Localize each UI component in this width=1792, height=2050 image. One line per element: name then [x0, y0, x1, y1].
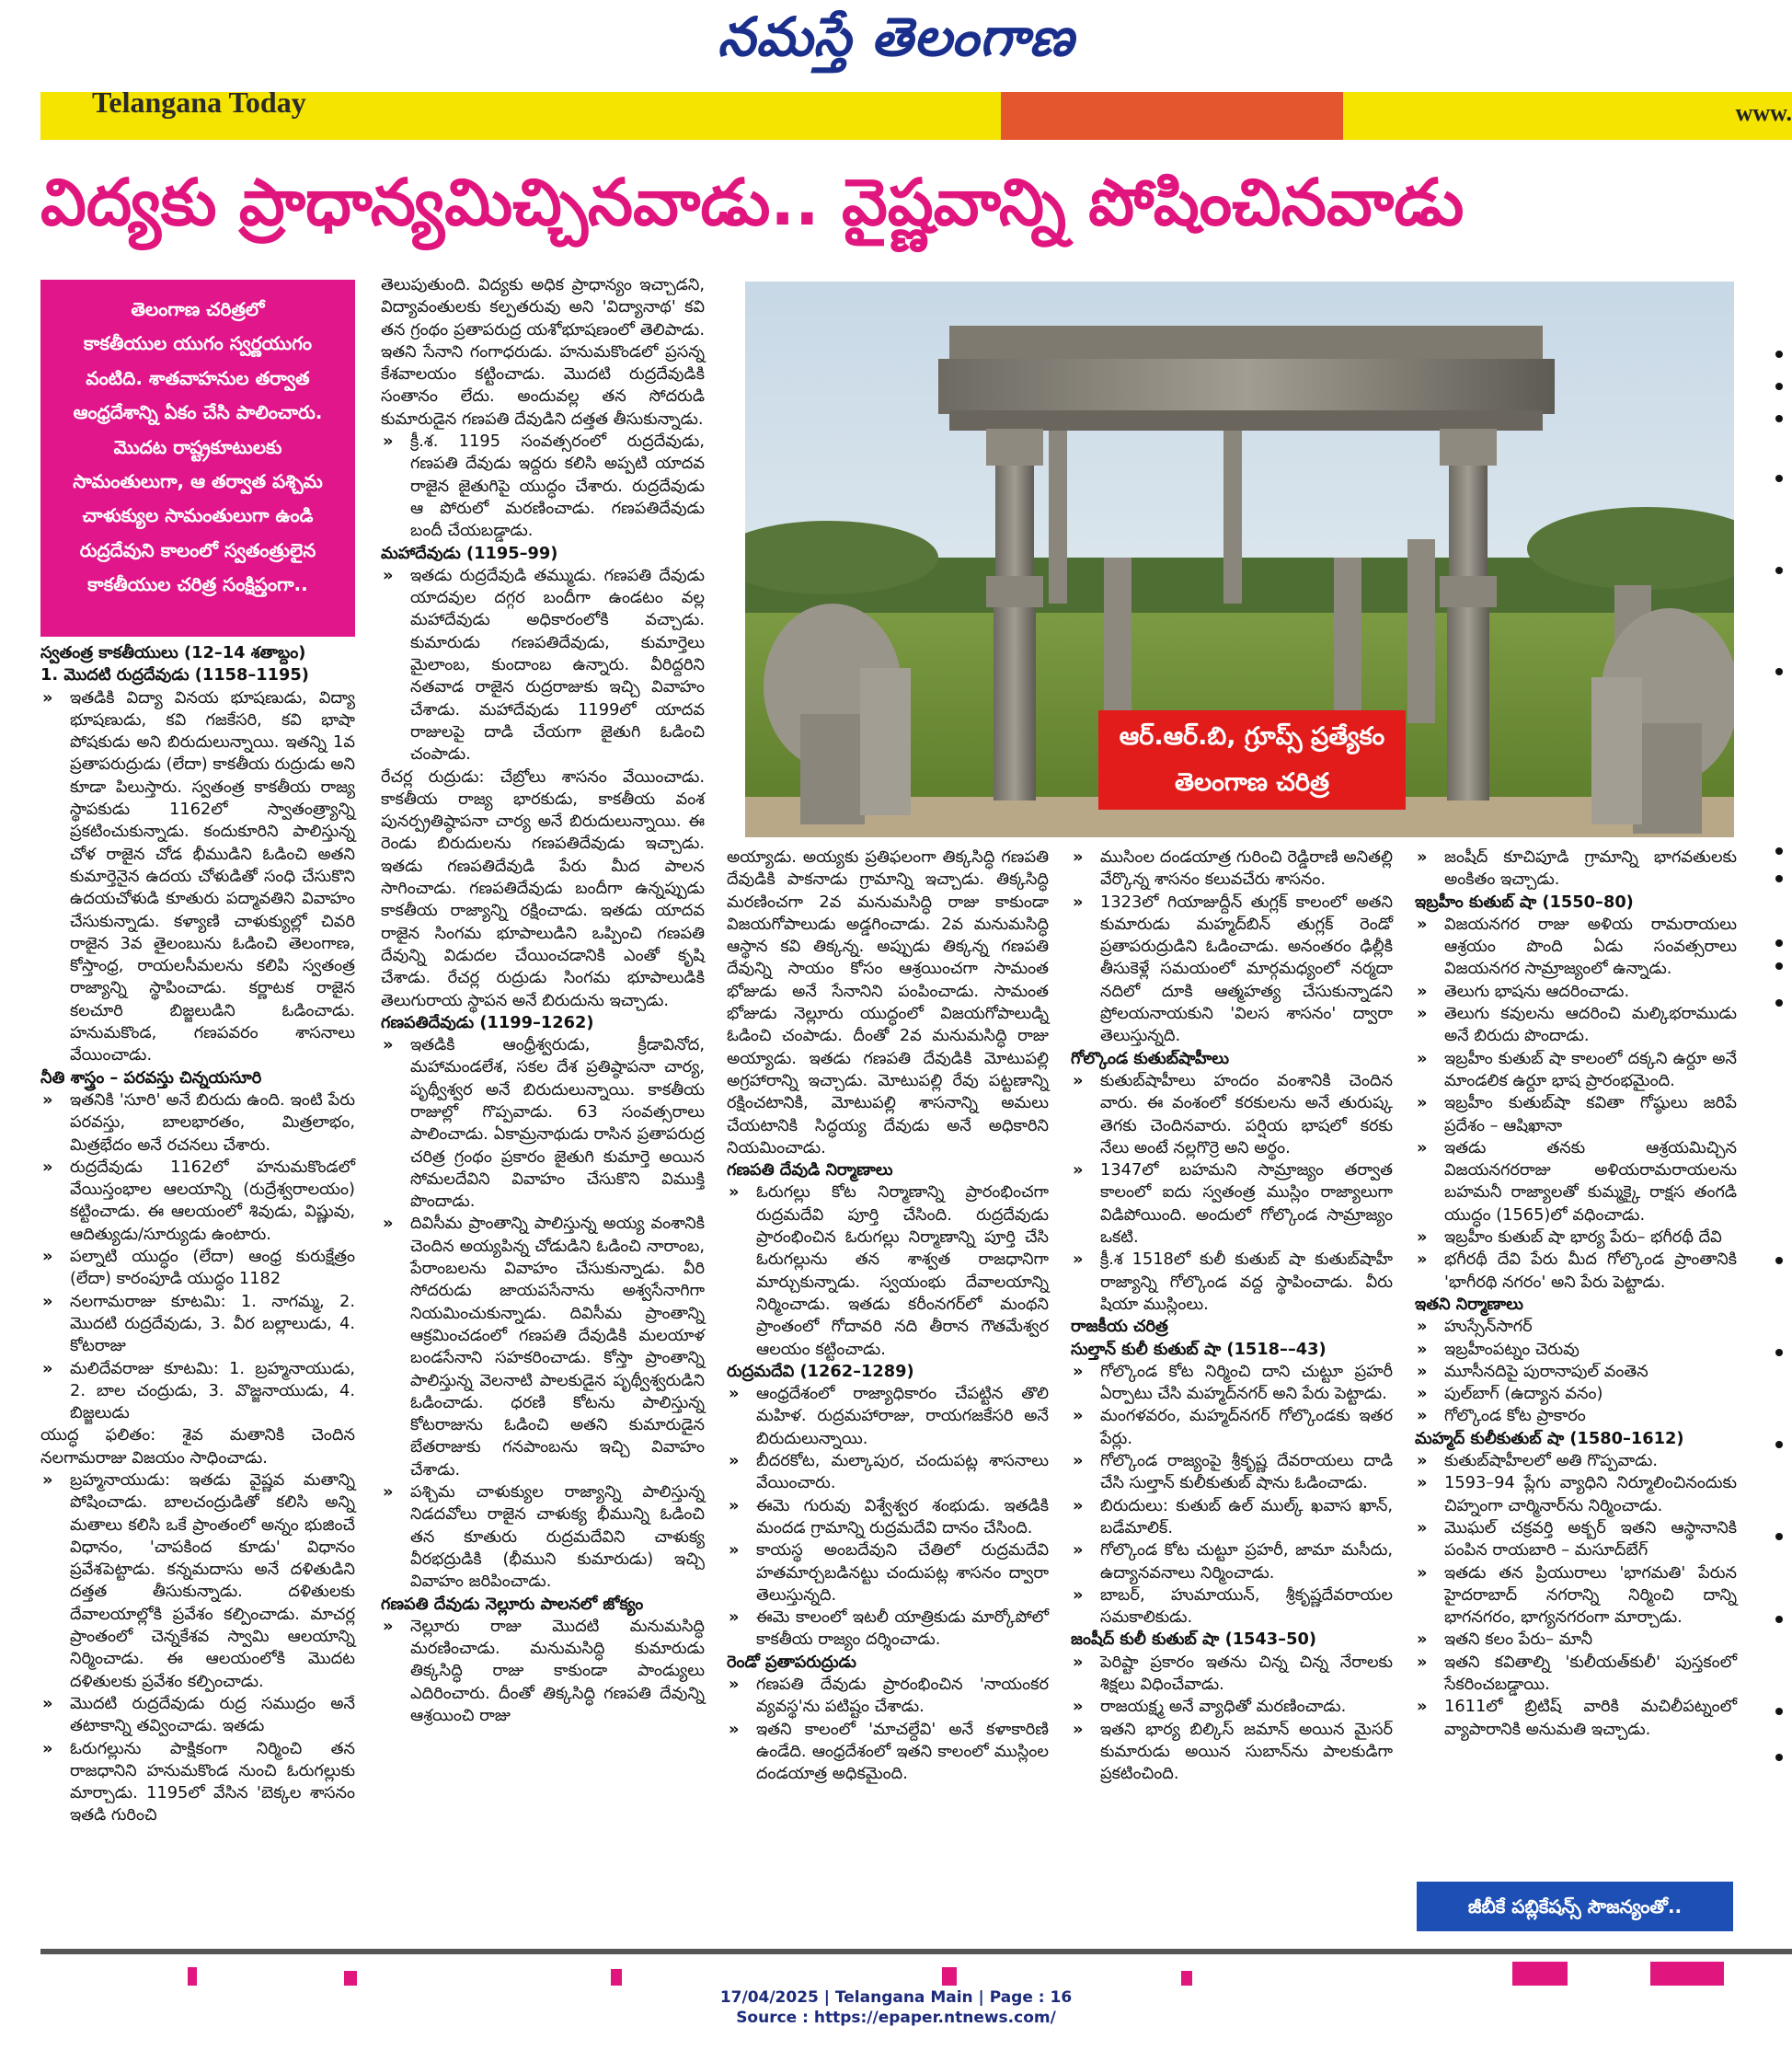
top-banner [40, 86, 1792, 140]
bullet-paragraph: » ఇతడు తన ప్రియురాలు 'భాగమతి' పేరున హైదరాబాద్ నగరాన్ని నిర్మించి దాన్ని భాగనగరం, భాగ్యనగరంగా మార్చాడు. [1415, 1562, 1737, 1630]
masthead [0, 0, 1792, 92]
bullet-paragraph: » దివిసీమ ప్రాంతాన్ని పాలిస్తున్న అయ్య వంశానికి చెందిన అయ్యపిన్న చోడుడిని ఓడించి నారాంబ, పేరాంబలను వివాహం చేసుకున్నాడు. వీరి సోదరుడు జాయపసేనాను అశ్వసేనాగిగా నియమించుకున్నాడు. దివిసీమ ప్రాంతాన్ని ఆక్రమించడంలో గణపతి దేవుడికి మలయాళ బండసేనాని సహకరించాడు. కోస్తా ప్రాంతాన్ని పాలిస్తున్న వెలనాటి పాలకుడైన పృథ్వీశ్వరుడిని ఓడించాడు. ధరణి కోటను పాలిస్తున్న కోటరాజును ఓడించి అతని కుమారుడైన బేతరాజుకు గనపాంబను ఇచ్చి వివాహం చేశాడు. [381, 1213, 705, 1481]
bullet-paragraph: » ఇతని భార్య బిల్కిస్ జమాన్ అయిన మైసర్ కుమారుడు అయిన సుబాన్‌ను పాలకుడిగా ప్రకటించింది. [1071, 1719, 1393, 1786]
bullet-paragraph: » జంషీద్ కూచిపూడి గ్రామాన్ని భాగవతులకు అంకితం ఇచ్చాడు. [1415, 846, 1737, 892]
bullet-paragraph: » మలిదేవరాజు కూటమి: 1. బ్రహ్మనాయుడు, 2. బాల చంద్రుడు, 3. వొజ్జనాయుడు, 4. బిజ్జలుడు [40, 1358, 355, 1425]
bullet-paragraph: » పల్నాటి యుద్ధం (లేదా) ఆంధ్ర కురుక్షేత్రం (లేదా) కారంపూడి యుద్ధం 1182 [40, 1246, 355, 1291]
bullet-paragraph: » 1593–94 ప్లేగు వ్యాధిని నిర్మూలించినందుకు చిహ్నంగా చార్మినార్‌ను నిర్మించాడు. [1415, 1472, 1737, 1517]
bullet-paragraph: » ఆంధ్రదేశంలో రాజ్యాధికారం చేపట్టిన తొలి మహిళ. రుద్రమహారాజు, రాయగజకేసరి అనే బిరుదులున్నాయి. [727, 1383, 1049, 1450]
article-column-4 [1071, 846, 1393, 1785]
section-heading: రాజకీయ చరిత్ర [1071, 1317, 1168, 1337]
footer-source: Source : https://epaper.ntnews.com/ [736, 2009, 1056, 2027]
bullet-paragraph: » క్రీ.శ. 1195 సంవత్సరంలో రుద్రదేవుడు, గణపతి దేవుడు ఇద్దరు కలిసి అప్పటి యాదవ రాజైన జైతుగిపై యుద్ధం చేశారు. రుద్రదేవుడు ఆ పోరులో మరణించాడు. గణపతిదేవుడు బందీ చేయబడ్డాడు. [381, 431, 705, 542]
bullet-paragraph: » గణపతి దేవుడు ప్రారంభించిన 'నాయంకర వ్యవస్థ'ను పటిష్టం చేశాడు. [727, 1674, 1049, 1719]
bullet-paragraph: » కుతుబ్‌షాహీలు హందం వంశానికి చెందిన వారు. ఈ వంశంలో కరకులను అనే తురుష్క తెగకు చెందినవారు. పర్షియ భాషలో కరకు నేలు అంటే నల్లగొర్రె అని అర్థం. [1071, 1070, 1393, 1159]
intro-line: సామంతులుగా, ఆ తర్వాత పశ్చిమ [73, 470, 323, 493]
bullet-paragraph: » పశ్చిమ చాళుక్యుల రాజ్యాన్ని పాలిస్తున్న నిడదవోలు రాజైన చాళుక్య భీమున్ని ఓడించి తన కూతురు రుద్రమదేవిని చాళుక్య వీరభద్రుడికి (భీముని కుమారుడు) ఇచ్చి వివాహం జరిపించాడు. [381, 1481, 705, 1593]
caption-line-2: తెలంగాణ చరిత్ర [1175, 768, 1329, 797]
section-heading: నీతి శాస్త్రం – పరవస్తు చిన్నయసూరి [40, 1067, 262, 1088]
photo-caption-box [1098, 710, 1406, 810]
section-heading: గోల్కొండ కుతుబ్‌షాహీలు [1071, 1048, 1230, 1068]
intro-line: తెలంగాణ చరిత్రలో [131, 298, 265, 320]
bullet-paragraph: » ఇబ్రహీం కుతుబ్ షా కాలంలో దక్కని ఉర్దూ అనే మాండలిక ఉర్దూ భాష ప్రారంభమైంది. [1415, 1048, 1737, 1093]
bullet-paragraph: » నెల్లూరు రాజు మొదటి మనుమసిద్ధి మరణించాడు. మనుమసిద్ధి కుమారుడు తిక్కసిద్ధి రాజు కాకుండా పాండ్యులు ఎదిరించారు. దీంతో తిక్కసిద్ధి గణపతి దేవున్ని ఆశ్రయించి రాజు [381, 1616, 705, 1727]
bullet-paragraph: » ఓరుగల్లు కోట నిర్మాణాన్ని ప్రారంభించగా రుద్రమదేవి పూర్తి చేసింది. రుద్రదేవుడు ప్రారంభించిన ఓరుగల్లు నిర్మాణాన్ని పూర్తి చేసి ఓరుగల్లును తన శాశ్వత రాజధానిగా మార్చుకున్నాడు. స్వయంభు దేవాలయాన్ని నిర్మించాడు. ఇతడు కరీంనగర్‌లో మంథని ప్రాంతంలో గోదావరి నది తీరాన గౌతమేశ్వర ఆలయం కట్టించాడు. [727, 1181, 1049, 1360]
bullet-paragraph: » గోల్కొండ కోట నిర్మించి దాని చుట్టూ ప్రహరీ ఏర్పాటు చేసి మహ్మద్‌నగర్ అని పేరు పెట్టాడు. [1071, 1361, 1393, 1406]
bullet-paragraph: » 1611లో బ్రిటిష్ వారికి మచిలీపట్నంలో వ్యాపారానికి అనుమతి ఇచ్చాడు. [1415, 1696, 1737, 1741]
bullet-paragraph: » ఇతడు తనకు ఆశ్రయమిచ్చిన విజయనగరరాజు అళియరామరాయలను బహమనీ రాజ్యాలతో కుమ్మక్కై రాక్షస తంగడి యుద్ధం (1565)లో వధించాడు. [1415, 1137, 1737, 1227]
bullet-paragraph: » 1323లో గియాజుద్దీన్ తుగ్లక్ కాలంలో అతని కుమారుడు మహ్మద్‌బిన్ తుగ్లక్ రెండో ప్రతాపరుద్రుడిని ఓడించాడు. అనంతరం ఢిల్లీకి తీసుకెళ్లే సమయంలో మార్గమధ్యంలో నర్మదా నదిలో దూకి ఆత్మహత్య చేసుకున్నాడని ప్రోలయనాయకుని 'విలస శాసనం' ద్వారా తెలుస్తున్నది. [1071, 892, 1393, 1048]
bullet-paragraph: » తెలుగు కవులను ఆదరించి మల్కిభరాముడు అనే బిరుదు పొందాడు. [1415, 1003, 1737, 1048]
section-heading: మహాదేవుడు (1195–99) [381, 543, 558, 563]
intro-line: రుద్రదేవుని కాలంలో స్వతంత్రులైన [79, 538, 316, 561]
intro-line: చాళుక్యుల సామంతులుగా ఉండి [82, 504, 314, 527]
banner-block [1001, 92, 1343, 140]
bullet-paragraph: » ఈమె గురువు విశ్వేశ్వర శంభుడు. ఇతడికి మందడ గ్రామాన్ని రుద్రమదేవి దానం చేసింది. [727, 1495, 1049, 1540]
bullet-paragraph: » మొదటి రుద్రదేవుడు రుద్ర సముద్రం అనే తటాకాన్ని తవ్వించాడు. ఇతడు [40, 1693, 355, 1738]
section-heading: ఇతని నిర్మాణాలు [1415, 1294, 1523, 1314]
bullet-paragraph: » బాబర్, హుమాయున్, శ్రీకృష్ణదేవరాయల సమకాలికుడు. [1071, 1584, 1393, 1630]
bullet-paragraph: » ఇతని కాలంలో 'మాచల్దేవి' అనే కళాకారిణి ఉండేది. ఆంధ్రదేశంలో ఇతని కాలంలో ముస్లింల దండయాత్ర అధికమైంది. [727, 1719, 1049, 1786]
bullet-paragraph: » 1347లో బహమని సామ్రాజ్యం తర్వాత కాలంలో ఐదు స్వతంత్ర ముస్లిం రాజ్యాలుగా విడిపోయింది. అందులో గోల్కొండ సామ్రాజ్యం ఒకటి. [1071, 1159, 1393, 1249]
intro-box [40, 280, 355, 637]
credit-box: జీబీకే పబ్లికేషన్స్ సౌజన్యంతో.. [1417, 1882, 1733, 1931]
bullet-paragraph: » గోల్కొండ రాజ్యంపై శ్రీకృష్ణ దేవరాయలు దాడి చేసి సుల్తాన్ కులీకుతుబ్ షాను ఓడించాడు. [1071, 1450, 1393, 1495]
bullet-paragraph: » ఇతడికి విద్యా వినయ భూషణుడు, విద్యా భూషణుడు, కవి గజకేసరి, కవి భాషా పోషకుడు అని బిరుదులున్నాయి. ఇతన్ని 1వ ప్రతాపరుద్రుడు (లేదా) కాకతీయ రుద్రుడు అని కూడా పిలుస్తారు. స్వతంత్ర కాకతీయ రాజ్య స్థాపకుడు 1162లో స్వాతంత్ర్యాన్ని ప్రకటించుకున్నాడు. కందుకూరిని పాలిస్తున్న చోళ రాజైన చోడ భీముడిని ఓడించి అతని కుమార్తెనైన ఉదయ చోళుడితో సంధి చేసుకొని ఉదయచోళుడి కూతురు పద్మావతిని వివాహం చేసుకున్నాడు. కళ్యాణి చాళుక్యుల్లో చివరి రాజైన 3వ తైలంబును ఓడించి తెలంగాణ, కోస్తాంధ్ర, రాయలసీమలను కలిపి స్వతంత్ర రాజ్యాన్ని స్థాపించాడు. కర్ణాటక రాజైన కలచూరి బిజ్జలుడిని ఓడించాడు. హనుమకొండ, గణపవరం శాసనాలు వేయించాడు. [40, 687, 355, 1067]
bullet-paragraph: » మంగళవరం, మహ్మద్‌నగర్ గోల్కొండకు ఇతర పేర్లు. [1071, 1405, 1393, 1450]
footer-date-page: 17/04/2025 | Telangana Main | Page : 16 [719, 1988, 1073, 2007]
section-heading: గణపతి దేవుడు నెల్లూరు పాలనలో జోక్యం [381, 1594, 644, 1614]
body-paragraph: తెలుపుతుంది. విద్యకు అధిక ప్రాధాన్యం ఇచ్చాడని, విద్యావంతులకు కల్పతరువు అని 'విద్యానాథ' కవి తన గ్రంథం ప్రతాపరుద్ర యశోభూషణంలో తెలిపాడు. ఇతని సేనాని గంగాధరుడు. హనుమకొండలో ప్రసన్న కేశవాలయం కట్టించాడు. మొదటి రుద్రదేవుడికి సంతానం లేదు. అందువల్ల తన సోదరుడి కుమారుడైన గణపతి దేవుడిని దత్తత తీసుకున్నాడు. [381, 275, 705, 429]
article-column-3 [727, 846, 1049, 1785]
headline: విద్యకు ప్రాధాన్యమిచ్చినవాడు.. వైష్ణవాన్ని పోషించినవాడు [40, 165, 1465, 240]
bullet-paragraph: » తెలుగు భాషను ఆదరించాడు. [1415, 981, 1737, 1003]
section-heading: రెండో ప్రతాపరుద్రుడు [727, 1652, 856, 1672]
section-heading: సుల్తాన్ కులీ కుతుబ్ షా (1518––43) [1071, 1339, 1327, 1359]
bullet-paragraph: » రాజయక్ష్మ అనే వ్యాధితో మరణించాడు. [1071, 1696, 1393, 1718]
body-paragraph: రేచర్ల రుద్రుడు: చేబ్రోలు శాసనం వేయించాడు. కాకతీయ రాజ్య భారకుడు, కాకతీయ వంశ పునర్ప్రతిష్ఠాపనా చార్య అనే బిరుదులున్నాయి. ఈ రెండు బిరుదులను గణపతిదేవుడు ఇచ్చాడు. ఇతడు గణపతిదేవుడి పేరు మీద పాలన సాగించాడు. గణపతిదేవుడు బందీగా ఉన్నప్పుడు కాకతీయ రాజ్యాన్ని రక్షించాడు. ఇతడు యాదవ రాజైన సింగమ భూపాలుడిని ఒప్పించి గణపతి దేవున్ని విడుదల చేయించడానికి ఎంతో కృషి చేశాడు. రేచర్ల రుద్రుడు సింగమ భూపాలుడికి తెలుగురాయ స్థాపన అనే బిరుదును ఇచ్చాడు. [381, 766, 705, 1010]
bullet-paragraph: » ముసింల దండయాత్ర గురించి రెడ్డిరాణి అనితల్లి వేర్కొన్న శాసనం కలువచేరు శాసనం. [1071, 846, 1393, 892]
bullet-paragraph: » ఇబ్రహీం కుతుబ్ షా భార్య పేరు– భగీరథీ దేవి [1415, 1227, 1737, 1249]
section-heading: జంషీద్ కులీ కుతుబ్ షా (1543–50) [1071, 1630, 1316, 1650]
bullet-paragraph: » బ్రహ్మనాయుడు: ఇతడు వైష్ణవ మతాన్ని పోషించాడు. బాలచంద్రుడితో కలిసి అన్ని మతాలు కలిసి ఒకే ప్రాంతంలో అన్నం భుజించే విధానం, 'చాపకింద కూడు' విధానం ప్రవేశపెట్టాడు. కన్నమదాసు అనే దళితుడిని దత్తత తీసుకున్నాడు. దళితులకు దేవాలయాల్లోకి ప్రవేశం కల్పించాడు. మాచర్ల ప్రాంతంలో చెన్నకేశవ స్వామి ఆలయాన్ని నిర్మించాడు. ఈ ఆలయంలోకి మొదట దళితులకు ప్రవేశం కల్పించాడు. [40, 1469, 355, 1693]
page-footer [0, 1987, 1792, 2028]
section-heading: గణపతి దేవుడి నిర్మాణాలు [727, 1160, 893, 1180]
bullet-paragraph: » రుద్రదేవుడు 1162లో హనుమకొండలో వేయిస్తంభాల ఆలయాన్ని (రుద్రేశ్వరాలయం) కట్టించాడు. ఈ ఆలయంలో శివుడు, విష్ణువు, ఆదిత్యుడు/సూర్యుడు ఉంటారు. [40, 1157, 355, 1246]
bullet-paragraph: » ఇతని కలం పేరు– మానీ [1415, 1629, 1737, 1651]
bottom-strip-graphic [40, 1949, 1792, 1987]
intro-line: వంటిది. శాతవాహనుల తర్వాత [86, 366, 310, 389]
bullet-paragraph: » విజయనగర రాజు అళియ రామరాయలు ఆశ్రయం పొంది ఏడు సంవత్సరాలు విజయనగర సామ్రాజ్యంలో ఉన్నాడు. [1415, 914, 1737, 981]
section-heading: ఇబ్రహీం కుతుబ్ షా (1550–80) [1415, 892, 1634, 912]
section-heading: మహ్మద్ కులీకుతుబ్ షా (1580–1612) [1415, 1428, 1684, 1448]
intro-line: కాకతీయుల చరిత్ర సంక్షిప్తంగా.. [87, 573, 308, 596]
intro-line: మొదట రాష్ట్రకూటులకు [113, 435, 282, 458]
bullet-paragraph: » క్రీ.శ 1518లో కులీ కుతుబ్ షా కుతుబ్‌షాహీ రాజ్యాన్ని గోల్కొండ వద్ద స్థాపించాడు. వీరు షియా ముస్లింలు. [1071, 1249, 1393, 1316]
bullet-paragraph: » హుస్సేన్‌సాగర్ [1415, 1316, 1737, 1338]
article-column-2 [381, 274, 705, 1727]
bullet-paragraph: » భగీరథీ దేవి పేరు మీద గోల్కొండ ప్రాంతానికి 'భాగీరథి నగరం' అని పేరు పెట్టాడు. [1415, 1249, 1737, 1294]
bullet-paragraph: » ఈమె కాలంలో ఇటలీ యాత్రికుడు మార్కోపోలో కాకతీయ రాజ్యం దర్శించాడు. [727, 1607, 1049, 1652]
section-heading: రుద్రమదేవి (1262–1289) [727, 1361, 914, 1381]
bullet-paragraph: » ఇతనికి 'సూరి' అనే బిరుదు ఉంది. ఇంటి పేరు పరవస్తు, బాలభారతం, మిత్రలాభం, మిత్రభేదం అనే రచనలు చేశారు. [40, 1089, 355, 1157]
article-column-5 [1415, 846, 1737, 1741]
adjacent-page-edge [1746, 267, 1792, 1895]
bullet-paragraph: » పెరిష్టా ప్రకారం ఇతను చిన్న చిన్న నేరాలకు శిక్షలు విధించేవాడు. [1071, 1652, 1393, 1697]
bullet-paragraph: » నలగామరాజు కూటమి: 1. నాగమ్మ, 2. మొదటి రుద్రదేవుడు, 3. వీర బల్లాలుడు, 4. కోటరాజు [40, 1291, 355, 1358]
article-column-1 [40, 642, 355, 1827]
bullet-paragraph: » ఇతని కవితాల్ని 'కులీయత్‌కులీ' పుస్తకంలో సేకరించబడ్డాయి. [1415, 1652, 1737, 1697]
bullet-paragraph: » గోల్కొండ కోట చుట్టూ ప్రహరీ, జామా మసీదు, ఉద్యానవనాలు నిర్మించాడు. [1071, 1539, 1393, 1584]
bottom-strip [40, 1949, 1792, 1987]
bullet-paragraph: » పుల్‌బాగ్ (ఉద్యాన వనం) [1415, 1383, 1737, 1405]
bullet-paragraph: » ఇతడికి ఆంధ్రీశ్వరుడు, క్రీడావినోద, మహామండలేశ, సకల దేశ ప్రతిష్ఠాపనా చార్య, పృథ్వీశ్వర అనే బిరుదులున్నాయి. కాకతీయ రాజుల్లో గొప్పవాడు. 63 సంవత్సరాలు పాలించాడు. ఏకామ్రనాథుడు రాసిన ప్రతాపరుద్ర చరిత్ర గ్రంథం ప్రకారం జైతుగి కుమార్తె అయిన సోమలదేవిని వివాహం చేసుకొని విముక్తి పొందాడు. [381, 1034, 705, 1213]
bullet-paragraph: » కాయస్థ అంబదేవుని చేతిలో రుద్రమదేవి హతమార్చబడినట్టు చందుపట్ల శాసనం ద్వారా తెలుస్తున్నది. [727, 1539, 1049, 1607]
section-heading: గణపతిదేవుడు (1199–1262) [381, 1012, 594, 1032]
bullet-paragraph: » మొఘల్ చక్రవర్తి అక్బర్ ఇతని ఆస్థానానికి పంపిన రాయబారి – మసూద్‌బేగ్ [1415, 1517, 1737, 1562]
banner-url: www. [1735, 99, 1792, 126]
bullet-paragraph: » బీదరకోట, మల్కాపుర, చందుపట్ల శాసనాలు వేయించారు. [727, 1450, 1049, 1495]
intro-line: కాకతీయుల యుగం స్వర్ణయుగం [83, 332, 313, 355]
bullet-paragraph: » ఇబ్రహీం కుతుబ్‌షా కవితా గోష్ఠులు జరిపే ప్రదేశం – ఆషిఖానా [1415, 1092, 1737, 1137]
bullet-paragraph: » మూసీనదిపై పురానాపుల్ వంతెన [1415, 1361, 1737, 1383]
adjacent-page-bullets [1746, 267, 1792, 1895]
bullet-paragraph: » బిరుదులు: కుతుబ్ ఉల్ ముల్క్ ఖవాస ఖాన్, బడేమాలిక్. [1071, 1495, 1393, 1540]
section-heading: 1. మొదటి రుద్రదేవుడు (1158–1195) [40, 665, 309, 685]
bullet-paragraph: » ఇతడు రుద్రదేవుడి తమ్ముడు. గణపతి దేవుడు యాదవుల దగ్గర బందీగా ఉండటం వల్ల మహాదేవుడు అధికారంలోకి వచ్చాడు. కుమారుడు గణపతిదేవుడు, కుమార్తెలు మైలాంబ, కుందాంబ ఉన్నారు. వీరిద్దరిని నతవాడ రాజైన రుద్రరాజుకు ఇచ్చి వివాహం చేశాడు. మహాదేవుడు 1199లో యాదవ రాజులపై దాడి చేయగా జైతుగి ఓడించి చంపాడు. [381, 565, 705, 766]
caption-line-1: ఆర్.ఆర్.బి, గ్రూప్స్ ప్రత్యేకం [1119, 722, 1385, 751]
telangana-today-logo: Telangana Today [92, 86, 306, 119]
intro-line: ఆంధ్రదేశాన్ని ఏకం చేసి పాలించారు. [73, 401, 323, 424]
bullet-paragraph: » ఓరుగల్లును పాక్షికంగా నిర్మించి తన రాజధానిని హనుమకొండ నుంచి ఓరుగల్లుకు మార్చాడు. 1195లో వేసిన 'బెక్కల శాసనం ఇతడి గురించి [40, 1738, 355, 1827]
section-heading: స్వతంత్ర కాకతీయులు (12–14 శతాబ్దం) [40, 643, 306, 662]
bullet-paragraph: » గోల్కొండ కోట ప్రాకారం [1415, 1405, 1737, 1427]
body-paragraph: అయ్యాడు. అయ్యకు ప్రతిఫలంగా తిక్కసిద్ధి గణపతి దేవుడికి పాకనాడు గ్రామాన్ని ఇచ్చాడు. తిక్కసిద్ధి మరణించగా 2వ మనుమసిద్ధి రాజు కాకుండా విజయగోపాలుడు అడ్డగించాడు. 2వ మనుమసిద్ధి ఆస్థాన కవి తిక్కన్న. అప్పుడు తిక్కన్న గణపతి దేవున్ని సాయం కోసం ఆశ్రయించగా సామంత భోజుడు అనే సేనానిని పంపించాడు. సామంత భోజుడు నెల్లూరు యుద్ధంలో విజయగోపాలుడ్ని ఓడించి చంపాడు. దీంతో 2వ మనుమసిద్ధి రాజు అయ్యాడు. ఇతడు గణపతి దేవుడికి మోటుపల్లి అగ్రహారాన్ని ఇచ్చాడు. మోటుపల్లి రేవు పట్టణాన్ని రక్షించటానికి, మోటుపల్లి శాసనాన్ని అమలు చేయటానికి సిద్ధయ్య దేవుడు అనే అధికారిని నియమించాడు. [727, 847, 1049, 1157]
bullet-paragraph: » ఇబ్రహీంపట్నం చెరువు [1415, 1339, 1737, 1361]
bullet-paragraph: » కుతుబ్‌షాహీలలో అతి గొప్పవాడు. [1415, 1450, 1737, 1472]
body-paragraph: యుద్ధ ఫలితం: శైవ మతానికి చెందిన నలగామరాజు విజయం సాధించాడు. [40, 1425, 355, 1468]
newspaper-logo: నమస్తే తెలంగాణ [718, 6, 1074, 68]
